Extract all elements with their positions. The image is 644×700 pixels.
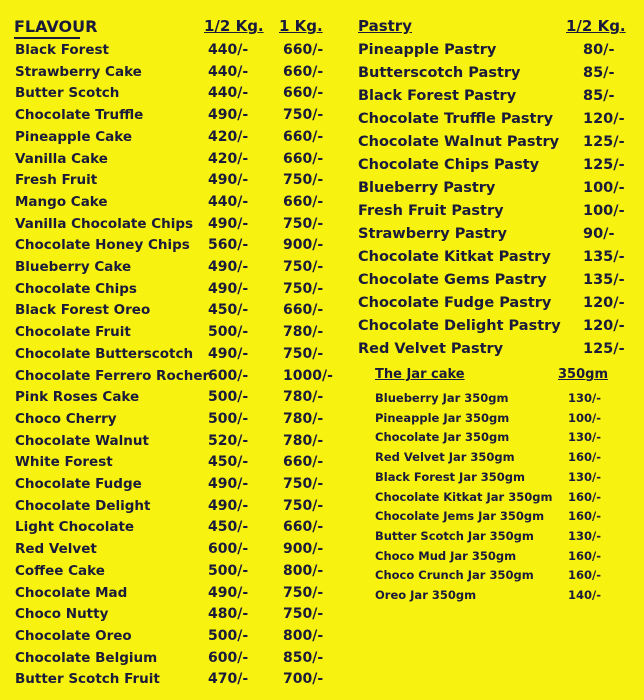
pastry-name: Pineapple Pastry [358, 42, 497, 58]
cake-one-kg-price: 800/- [283, 562, 324, 579]
cake-one-kg-price: 900/- [283, 541, 324, 558]
cake-one-kg-price: 750/- [283, 476, 324, 492]
cake-name: Butter Scotch [15, 85, 120, 102]
cake-one-kg-price: 900/- [283, 237, 324, 254]
cake-one-kg-price: 660/- [283, 193, 324, 210]
pastry-price: 85/- [583, 88, 615, 104]
cake-name: Chocolate Ferrero Rocher [15, 367, 210, 384]
cake-one-kg-price: 660/- [283, 63, 324, 80]
cake-name: White Forest [15, 454, 113, 471]
cake-name: Black Forest [15, 42, 109, 58]
cake-name: Light Chocolate [15, 519, 135, 536]
cake-one-kg-price: 750/- [283, 107, 324, 124]
cake-one-kg-price: 750/- [283, 215, 324, 232]
cake-half-kg-price: 450/- [208, 454, 249, 471]
jar-price: 160/- [568, 489, 601, 504]
pastry-name: Chocolate Kitkat Pastry [358, 249, 551, 265]
cake-one-kg-price: 660/- [283, 128, 324, 145]
cake-one-kg-price: 750/- [283, 259, 324, 275]
pastry-price: 80/- [583, 42, 615, 58]
cake-one-kg-price: 660/- [283, 150, 324, 167]
pastry-name: Chocolate Fudge Pastry [358, 295, 552, 311]
cake-name: Chocolate Truffle [15, 107, 144, 124]
cake-name: Chocolate Delight [15, 497, 151, 514]
cake-name: Red Velvet [15, 541, 97, 558]
pastry-price: 120/- [583, 111, 625, 127]
cake-one-kg-price: 1000/- [283, 367, 333, 384]
pastry-price: 120/- [583, 295, 625, 311]
cake-half-kg-price: 450/- [208, 302, 249, 319]
cake-name: Black Forest Oreo [15, 302, 151, 319]
cake-name: Chocolate Honey Chips [15, 237, 190, 254]
pastry-name: Fresh Fruit Pastry [358, 203, 504, 219]
pastry-name: Chocolate Truffle Pastry [358, 111, 554, 127]
jar-price: 160/- [568, 509, 601, 524]
jar-name: Oreo Jar 350gm [375, 588, 477, 602]
cake-name: Vanilla Chocolate Chips [15, 215, 194, 232]
pastry-price-header: 1/2 Kg. [566, 17, 626, 35]
cake-half-kg-price: 600/- [208, 649, 249, 666]
cake-one-kg-price: 660/- [283, 42, 324, 58]
jar-name: Black Forest Jar 350gm [375, 469, 525, 484]
cake-half-kg-price: 500/- [208, 324, 249, 341]
jar-name: Butter Scotch Jar 350gm [375, 528, 534, 543]
jar-price: 100/- [568, 410, 601, 425]
jar-name: Pineapple Jar 350gm [375, 410, 510, 425]
cake-half-kg-price: 500/- [208, 410, 249, 427]
cake-one-kg-price: 660/- [283, 454, 324, 471]
cake-one-kg-price: 780/- [283, 432, 324, 449]
pastry-price: 100/- [583, 203, 625, 219]
jar-price: 130/- [568, 430, 601, 445]
cake-name: Choco Cherry [15, 410, 117, 427]
pastry-price: 125/- [583, 134, 625, 150]
pastry-name: Chocolate Walnut Pastry [358, 134, 560, 150]
cake-one-kg-price: 660/- [283, 85, 324, 102]
cake-name: Coffee Cake [15, 562, 105, 579]
pastry-price: 85/- [583, 65, 615, 81]
cake-name: Chocolate Belgium [15, 649, 158, 666]
jar-price: 160/- [568, 568, 601, 583]
cake-name: Chocolate Mad [15, 584, 128, 601]
pastry-name: Black Forest Pastry [358, 88, 517, 104]
cake-half-kg-price: 440/- [208, 193, 249, 210]
cake-half-kg-price: 490/- [208, 215, 249, 232]
pastry-name: Chocolate Delight Pastry [358, 318, 561, 334]
cake-name: Strawberry Cake [15, 63, 142, 80]
cake-half-kg-price: 450/- [208, 519, 249, 536]
pastry-price: 100/- [583, 180, 625, 196]
cake-one-kg-price: 700/- [283, 671, 324, 688]
cake-name: Chocolate Chips [15, 280, 137, 297]
cake-one-kg-price: 750/- [283, 497, 324, 514]
half-kg-header: 1/2 Kg. [204, 17, 264, 35]
jar-name: Choco Mud Jar 350gm [375, 548, 517, 563]
cake-one-kg-price: 750/- [283, 345, 324, 362]
one-kg-header: 1 Kg. [279, 17, 323, 35]
cake-underline [14, 37, 80, 39]
jar-price: 140/- [568, 588, 601, 602]
pastry-name: Strawberry Pastry [358, 226, 507, 242]
cake-half-kg-price: 560/- [208, 237, 249, 254]
flavour-header: FLAVOUR [14, 17, 98, 36]
cake-one-kg-price: 780/- [283, 389, 324, 406]
cake-name: Pink Roses Cake [15, 389, 140, 406]
pastry-name: Blueberry Pastry [358, 180, 496, 196]
cake-name: Butter Scotch Fruit [15, 671, 160, 688]
cake-half-kg-price: 520/- [208, 432, 249, 449]
cake-name: Pineapple Cake [15, 128, 132, 145]
jar-cake-header: The Jar cake [375, 367, 465, 382]
jar-price: 130/- [568, 469, 601, 484]
cake-half-kg-price: 490/- [208, 107, 249, 124]
pastry-price: 135/- [583, 249, 625, 265]
pastry-header: Pastry [358, 17, 412, 35]
cake-name: Vanilla Cake [15, 150, 108, 167]
cake-half-kg-price: 490/- [208, 476, 249, 492]
cake-half-kg-price: 490/- [208, 584, 249, 601]
jar-price: 160/- [568, 450, 601, 465]
cake-half-kg-price: 600/- [208, 541, 249, 558]
cake-half-kg-price: 500/- [208, 627, 249, 644]
cake-half-kg-price: 600/- [208, 367, 249, 384]
cake-one-kg-price: 850/- [283, 649, 324, 666]
cake-half-kg-price: 500/- [208, 562, 249, 579]
cake-half-kg-price: 490/- [208, 280, 249, 297]
jar-name: Chocolate Kitkat Jar 350gm [375, 489, 553, 504]
cake-half-kg-price: 440/- [208, 42, 249, 58]
cake-name: Chocolate Walnut [15, 432, 149, 449]
cake-name: Fresh Fruit [15, 172, 98, 189]
pastry-price: 120/- [583, 318, 625, 334]
jar-price: 130/- [568, 391, 601, 405]
cake-one-kg-price: 750/- [283, 280, 324, 297]
cake-name: Chocolate Oreo [15, 627, 132, 644]
cake-one-kg-price: 780/- [283, 410, 324, 427]
pastry-price: 125/- [583, 157, 625, 173]
cake-one-kg-price: 750/- [283, 584, 324, 601]
cake-one-kg-price: 800/- [283, 627, 324, 644]
jar-name: Chocolate Jems Jar 350gm [375, 509, 545, 524]
cake-name: Chocolate Butterscotch [15, 345, 194, 362]
cake-one-kg-price: 660/- [283, 302, 324, 319]
cake-one-kg-price: 780/- [283, 324, 324, 341]
cake-half-kg-price: 440/- [208, 85, 249, 102]
cake-name: Chocolate Fudge [15, 476, 142, 492]
cake-one-kg-price: 660/- [283, 519, 324, 536]
cake-half-kg-price: 470/- [208, 671, 249, 688]
cake-half-kg-price: 500/- [208, 389, 249, 406]
pastry-name: Chocolate Chips Pasty [358, 157, 540, 173]
cake-name: Chocolate Fruit [15, 324, 131, 341]
cake-half-kg-price: 420/- [208, 150, 249, 167]
cake-half-kg-price: 480/- [208, 606, 249, 623]
cake-name: Mango Cake [15, 193, 108, 210]
cake-half-kg-price: 490/- [208, 259, 249, 275]
cake-half-kg-price: 440/- [208, 63, 249, 80]
jar-name: Choco Crunch Jar 350gm [375, 568, 534, 583]
pastry-name: Chocolate Gems Pastry [358, 272, 547, 288]
cake-half-kg-price: 420/- [208, 128, 249, 145]
cake-one-kg-price: 750/- [283, 172, 324, 189]
cake-half-kg-price: 490/- [208, 172, 249, 189]
pastry-name: Butterscotch Pastry [358, 65, 521, 81]
jar-name: Chocolate Jar 350gm [375, 430, 510, 445]
pastry-price: 90/- [583, 226, 615, 242]
cake-half-kg-price: 490/- [208, 497, 249, 514]
jar-price: 130/- [568, 528, 601, 543]
cake-name: Choco Nutty [15, 606, 109, 623]
jar-name: Red Velvet Jar 350gm [375, 450, 515, 465]
cake-half-kg-price: 490/- [208, 345, 249, 362]
cake-one-kg-price: 750/- [283, 606, 324, 623]
pastry-price: 125/- [583, 341, 625, 357]
cake-name: Blueberry Cake [15, 259, 132, 275]
jar-size-header: 350gm [558, 367, 608, 382]
jar-price: 160/- [568, 548, 601, 563]
pastry-name: Red Velvet Pastry [358, 341, 504, 357]
pastry-price: 135/- [583, 272, 625, 288]
jar-name: Blueberry Jar 350gm [375, 391, 509, 405]
